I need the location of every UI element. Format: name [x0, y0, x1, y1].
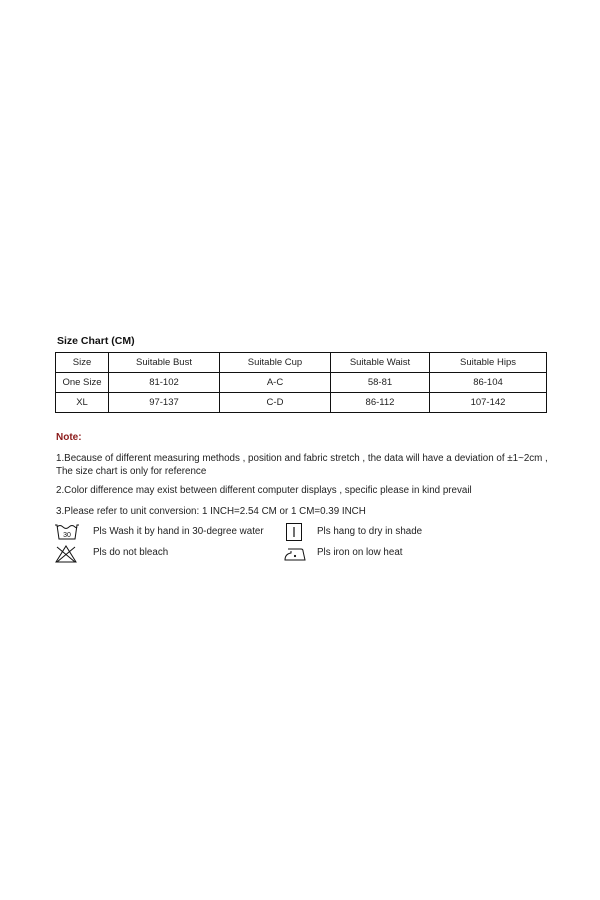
cell-bust: 97-137: [109, 393, 220, 413]
note-item-2: 2.Color difference may exist between different computer displays , specific please in kind prevail: [56, 485, 472, 496]
header-size: Size: [56, 353, 109, 373]
hang-instruction: Pls hang to dry in shade: [317, 526, 423, 537]
iron-low-heat-icon: [283, 546, 307, 562]
cell-bust: 81-102: [109, 373, 220, 393]
bleach-instruction: Pls do not bleach: [93, 547, 169, 558]
wash-temp-label: 30: [63, 532, 71, 539]
cell-size: XL: [56, 393, 109, 413]
cell-cup: A-C: [220, 373, 331, 393]
table-row: [56, 393, 547, 413]
cell-cup: C-D: [220, 393, 331, 413]
cell-waist: 86-112: [331, 393, 430, 413]
wash-instruction: Pls Wash it by hand in 30-degree water: [93, 526, 264, 537]
size-chart-title: Size Chart (CM): [57, 335, 135, 347]
note-title: Note:: [56, 432, 82, 443]
cell-hips: 86-104: [430, 373, 547, 393]
size-chart-table: [55, 352, 547, 413]
cell-size: One Size: [56, 373, 109, 393]
table-header-row: [56, 353, 547, 373]
header-waist: Suitable Waist: [331, 353, 430, 373]
do-not-bleach-icon: [55, 545, 77, 563]
cell-waist: 58-81: [331, 373, 430, 393]
hang-dry-shade-icon: [286, 523, 302, 541]
note-item-1: 1.Because of different measuring methods , position and fabric stretch , the data will have a deviation of ±1~2cm , The size chart is only for reference: [56, 453, 548, 477]
iron-instruction: Pls iron on low heat: [317, 547, 403, 558]
wash-30-icon: [54, 523, 80, 541]
header-cup: Suitable Cup: [220, 353, 331, 373]
table-row: [56, 373, 547, 393]
header-hips: Suitable Hips: [430, 353, 547, 373]
note-item-3: 3.Please refer to unit conversion: 1 INCH=2.54 CM or 1 CM=0.39 INCH: [56, 506, 366, 517]
cell-hips: 107-142: [430, 393, 547, 413]
header-bust: Suitable Bust: [109, 353, 220, 373]
